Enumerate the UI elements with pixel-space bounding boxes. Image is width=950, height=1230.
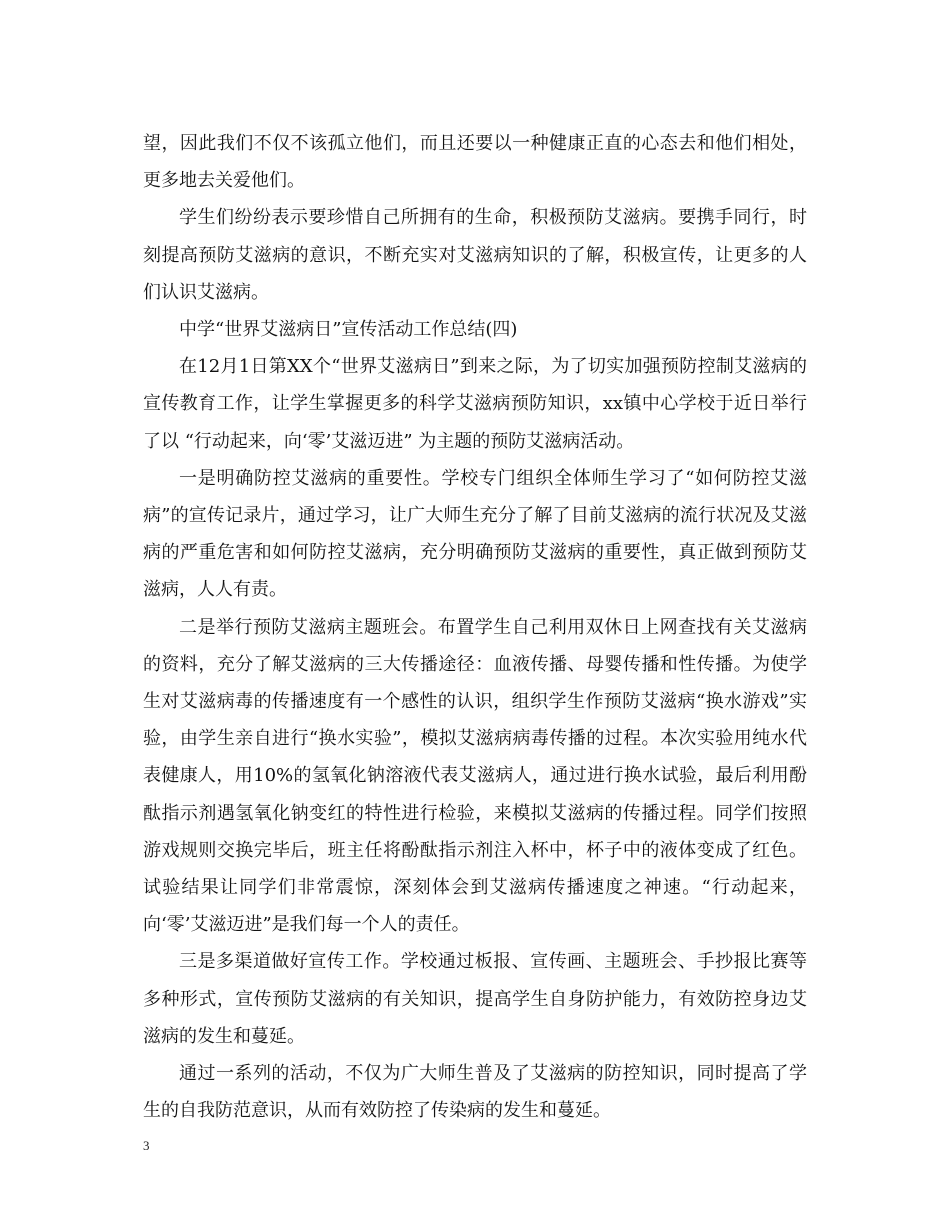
paragraph-8: 通过一系列的活动，不仅为广大师生普及了艾滋病的防控知识，同时提高了学生的自我防范意识，从而有效防控了传染病的发生和蔓延。: [143, 1063, 807, 1122]
section-title: 中学“世界艾滋病日”宣传活动工作总结(四): [179, 319, 518, 341]
paragraph-4: 在12月1日第XX个“世界艾滋病日”到来之际，为了切实加强预防控制艾滋病的宣传教育工作，让学生掌握更多的科学艾滋病预防知识，xx镇中心学校于近日举行了以 “行动起来，向‘零’艾滋迈进” 为主题的预防艾滋病活动。: [143, 356, 807, 452]
paragraph-7: 三是多渠道做好宣传工作。学校通过板报、宣传画、主题班会、手抄报比赛等多种形式，宣传预防艾滋病的有关知识，提高学生自身防护能力，有效防控身边艾滋病的发生和蔓延。: [143, 951, 807, 1047]
paragraph-2: 学生们纷纷表示要珍惜自己所拥有的生命，积极预防艾滋病。要携手同行，时刻提高预防艾滋病的意识，不断充实对艾滋病知识的了解，积极宣传，让更多的人们认识艾滋病。: [143, 207, 807, 303]
paragraph-5: 一是明确防控艾滋病的重要性。学校专门组织全体师生学习了“如何防控艾滋病”的宣传记录片，通过学习，让广大师生充分了解了目前艾滋病的流行状况及艾滋病的严重危害和如何防控艾滋病，充分明确预防艾滋病的重要性，真正做到预防艾滋病，人人有责。: [143, 467, 807, 601]
paragraph-6: 二是举行预防艾滋病主题班会。布置学生自己利用双休日上网查找有关艾滋病的资料，充分了解艾滋病的三大传播途径：血液传播、母婴传播和性传播。为使学生对艾滋病毒的传播速度有一个感性的认识，组织学生作预防艾滋病“换水游戏”实验，由学生亲自进行“换水实验”，模拟艾滋病病毒传播的过程。本次实验用纯水代表健康人，用10%的氢氧化钠溶液代表艾滋病人，通过进行换水试验，最后利用酚酞指示剂遇氢氧化钠变红的特性进行检验，来模拟艾滋病的传播过程。同学们按照游戏规则交换完毕后，班主任将酚酞指示剂注入杯中，杯子中的液体变成了红色。试验结果让同学们非常震惊，深刻体会到艾滋病传播速度之神速。“行动起来，向‘零’艾滋迈进”是我们每一个人的责任。: [143, 616, 807, 936]
paragraph-1: 望，因此我们不仅不该孤立他们，而且还要以一种健康正直的心态去和他们相处，更多地去关爱他们。: [143, 133, 807, 192]
page-number: 3: [143, 1138, 150, 1153]
document-body: [143, 125, 807, 1129]
